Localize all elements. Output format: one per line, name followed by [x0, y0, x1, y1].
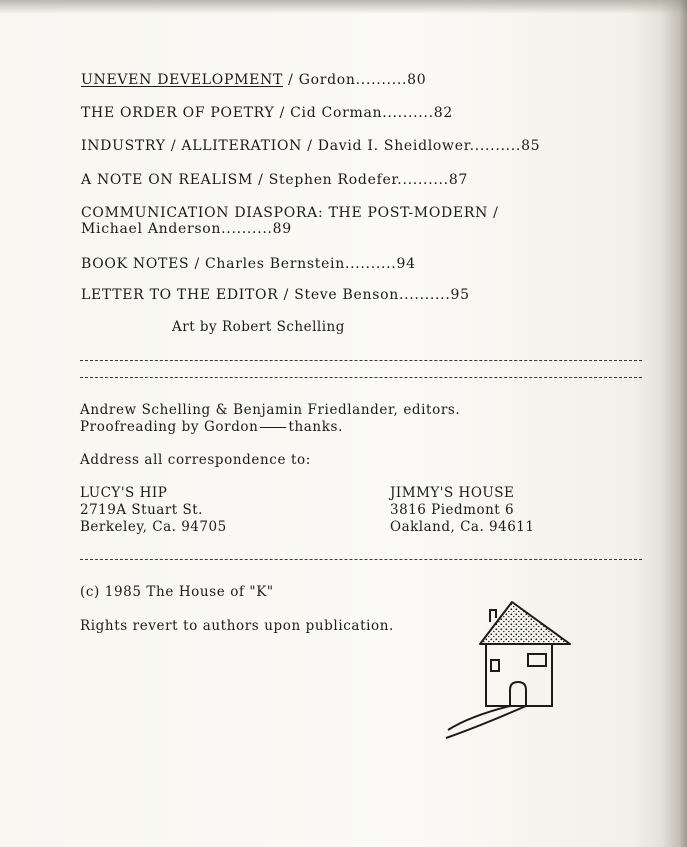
proofreading-thanks: thanks.: [288, 419, 343, 435]
address-name: LUCY'S HIP: [80, 485, 168, 501]
toc-separator: /: [253, 172, 269, 188]
rights-notice: Rights revert to authors upon publication.: [80, 618, 394, 634]
toc-leader: ..........: [382, 105, 434, 121]
art-credit: Art by Robert Schelling: [172, 319, 345, 335]
toc-author: David I. Sheidlower: [317, 138, 470, 154]
house-drawing-icon: [440, 598, 580, 748]
toc-title: INDUSTRY / ALLITERATION: [81, 138, 303, 154]
address-block: [80, 485, 227, 536]
copyright: (c) 1985 The House of "K": [80, 584, 274, 600]
toc-entry: [81, 256, 416, 272]
toc-page: 87: [448, 172, 469, 188]
toc-page: 80: [407, 72, 427, 88]
editors-line: Andrew Schelling & Benjamin Friedlander, editors.: [80, 402, 461, 418]
toc-title: UNEVEN DEVELOPMENT: [81, 72, 284, 88]
path-line: [446, 706, 526, 738]
toc-separator: /: [278, 287, 295, 303]
dashed-divider: [80, 360, 642, 361]
toc-author: Charles Bernstein: [205, 256, 345, 272]
address-street: 3816 Piedmont 6: [390, 502, 515, 518]
toc-page: 82: [433, 105, 453, 121]
toc-author: Gordon: [298, 72, 356, 88]
address-block: [390, 485, 535, 536]
door: [510, 682, 526, 706]
toc-leader: ..........: [355, 72, 408, 88]
toc-leader: ..........: [397, 172, 449, 188]
page-top-edge: [0, 0, 687, 14]
toc-entry-continued: [81, 221, 292, 237]
toc-title: A NOTE ON REALISM: [81, 172, 253, 188]
toc-author: Stephen Rodefer: [268, 172, 398, 188]
toc-entry: [81, 138, 540, 154]
toc-entry: [81, 105, 453, 121]
toc-title: BOOK NOTES: [81, 256, 190, 272]
toc-separator: /: [302, 138, 318, 154]
em-dash: [260, 427, 286, 428]
window-right: [528, 654, 546, 666]
proofreading-text: Proofreading by Gordon: [80, 419, 259, 435]
toc-entry: [81, 172, 468, 188]
toc-title: THE ORDER OF POETRY: [81, 105, 275, 121]
roof: [480, 602, 570, 644]
toc-leader: ..........: [344, 256, 397, 272]
toc-entry: [81, 287, 470, 303]
toc-page: 89: [272, 221, 292, 237]
toc-author: Michael Anderson: [81, 221, 222, 237]
window-left: [491, 660, 499, 671]
proofreading-line: [80, 419, 343, 435]
address-street: 2719A Stuart St.: [80, 502, 203, 518]
address-city: Berkeley, Ca. 94705: [80, 519, 227, 535]
dashed-divider: [80, 377, 642, 378]
toc-author: Cid Corman: [290, 105, 383, 121]
toc-leader: ..........: [469, 138, 522, 154]
toc-separator: /: [274, 105, 291, 121]
toc-author: Steve Benson: [294, 287, 399, 303]
address-intro: Address all correspondence to:: [80, 452, 311, 468]
toc-entry: [81, 72, 426, 88]
toc-leader: ..........: [221, 221, 273, 237]
toc-page: 85: [521, 138, 541, 154]
toc-page: 94: [396, 256, 416, 272]
toc-title: COMMUNICATION DIASPORA: THE POST-MODERN /: [81, 205, 499, 221]
toc-page: 95: [450, 287, 470, 303]
toc-separator: /: [189, 256, 206, 272]
toc-entry: [81, 205, 499, 221]
toc-leader: ..........: [398, 287, 451, 303]
toc-separator: /: [283, 72, 299, 88]
toc-title: LETTER TO THE EDITOR: [81, 287, 279, 303]
chimney: [490, 610, 496, 622]
page-spine-shadow: [661, 0, 687, 847]
dashed-divider: [80, 559, 642, 560]
address-city: Oakland, Ca. 94611: [390, 519, 535, 535]
address-name: JIMMY'S HOUSE: [390, 485, 515, 501]
